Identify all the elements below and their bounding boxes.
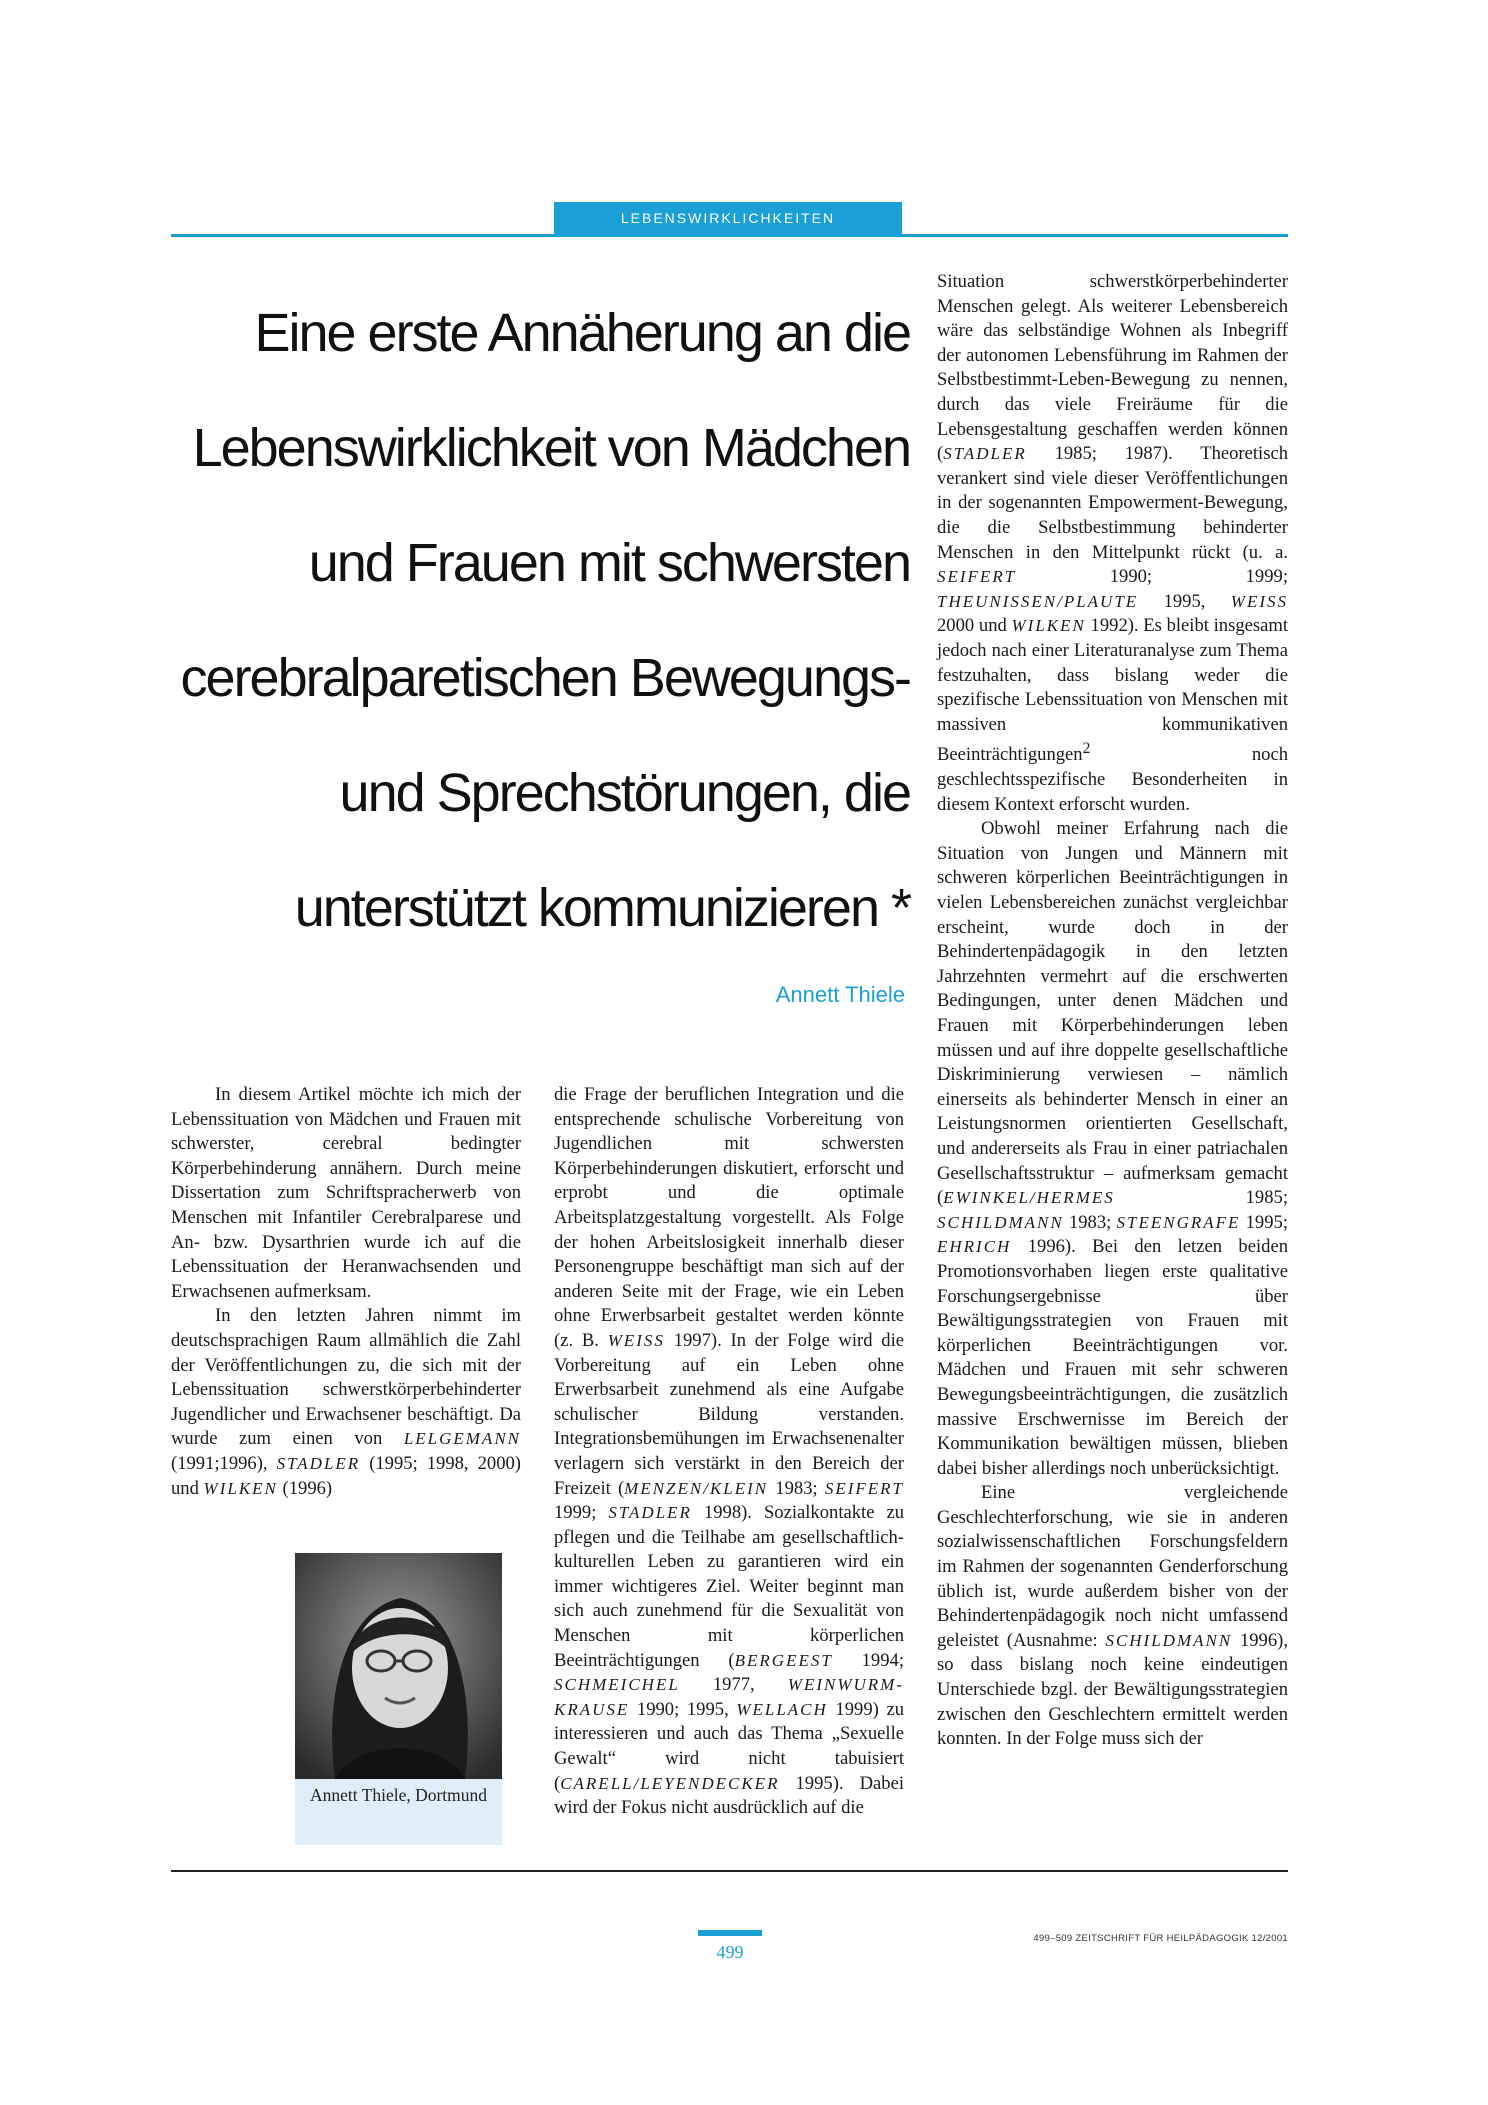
paragraph: Situation schwerstkörperbehinderter Menschen gelegt. Als weiterer Lebensbereich wäre das selbständige Wohnen als Inbegriff der autonomen Lebensführung im Rahmen der Selbstbestimmt-Leben-Bewegung zu nennen, durch das viele Freiräume für die Lebensgestaltung geschaffen werden können (STADLER 1985; 1987). Theoretisch verankert sind viele dieser Veröffentlichungen in der sogenannten Empowerment-Bewegung, die die Selbstbestimmung behinderter Menschen in den Mittelpunkt rückt (u. a. SEIFERT 1990; 1999; THEUNISSEN/PLAUTE 1995, WEISS 2000 und WILKEN 1992). Es bleibt insgesamt jedoch nach einer Literaturanalyse zum Thema festzuhalten, dass bislang weder die spezifische Lebenssituation von Menschen mit massiven kommunikativen Beeinträchtigungen$^2$ noch geschlechtsspezifische Besonderheiten in diesem Kontext erforscht wurden. bbox=[937, 271, 1288, 815]
paragraph: In den letzten Jahren nimmt im deutschsprachigen Raum allmählich die Zahl der Veröffentlichungen zu, die sich mit der Lebenssituation schwerstkörperbehinderter Jugendlicher und Erwachsener beschäftigt. Da wurde zum einen von LELGEMANN (1991;1996), STADLER (1995; 1998, 2000) und WILKEN (1996) bbox=[171, 1305, 521, 1499]
citation: THEUNISSEN/PLAUTE bbox=[937, 591, 1139, 611]
text-column-2 bbox=[554, 1083, 904, 1821]
journal-reference: 499–509 ZEITSCHRIFT FÜR HEILPÄDAGOGIK 12/2001 bbox=[1033, 1933, 1288, 1944]
citation: SEIFERT bbox=[937, 567, 1017, 587]
citation: WEINWURM-KRAUSE bbox=[554, 1675, 904, 1719]
paragraph: In diesem Artikel möchte ich mich der Lebenssituation von Mädchen und Frauen mit schwerster, cerebral bedingter Körperbehinderung annähern. Durch meine Dissertation zum Schriftspracherwerb von Menschen mit Infantiler Cerebralparese und An- bzw. Dysarthrien wurde ich auf die Lebenssituation der Heranwachsenden und Erwachsenen aufmerksam. bbox=[171, 1084, 521, 1302]
citation: WEISS bbox=[607, 1330, 665, 1350]
page-number-tab bbox=[698, 1930, 762, 1936]
citation: CARELL/LEYENDECKER bbox=[560, 1773, 780, 1793]
citation: STADLER bbox=[276, 1453, 361, 1473]
citation: WILKEN bbox=[203, 1478, 278, 1498]
title-line: und Frauen mit schwersten bbox=[308, 533, 910, 593]
section-label: LEBENSWIRKLICHKEITEN bbox=[554, 202, 902, 234]
photo-caption: Annett Thiele, Dortmund bbox=[309, 1785, 488, 1805]
author-photo bbox=[295, 1553, 502, 1779]
text-column-3 bbox=[937, 270, 1288, 1752]
citation: SEIFERT bbox=[824, 1478, 904, 1498]
title-line: Lebenswirklichkeit von Mädchen bbox=[192, 418, 910, 478]
citation: SCHMEICHEL bbox=[554, 1675, 680, 1695]
citation: WILKEN bbox=[1011, 616, 1086, 636]
paragraph: Obwohl meiner Erfahrung nach die Situation von Jungen und Männern mit schweren körperlichen Beeinträchtigungen in vielen Lebensbereichen zunächst vergleichbar erscheint, wurde doch in der Behindertenpädagogik in den letzten Jahrzehnten vermehrt auf die erschwerten Bedingungen, unter denen Mädchen und Frauen mit Körperbehinderungen leben müssen und auf ihre doppelte gesellschaftliche Diskriminierung verwiesen – nämlich einerseits als behinderter Mensch in einer an Leistungsnormen orientierten Gesellschaft, und andererseits als Frau in einer patriachalen Gesellschaftsstruktur – aufmerksam gemacht (EWINKEL/HERMES 1985; SCHILDMANN 1983; STEENGRAFE 1995; EHRICH 1996). Bei den letzen beiden Promotionsvorhaben liegen erste qualitative Forschungsergebnisse über Bewältigungsstrategien von Frauen mit körperlichen Beeinträchtigungen vor. Mädchen und Frauen mit sehr schweren Bewegungsbeeinträchtigungen, die zusätzlich massive Erschwernisse im Bereich der Kommunikation bewältigen müssen, blieben dabei bisher allerdings noch unberücksichtigt. bbox=[937, 818, 1288, 1479]
citation: LELGEMANN bbox=[403, 1429, 521, 1449]
citation: EWINKEL/HERMES bbox=[943, 1188, 1115, 1208]
paragraph: die Frage der beruflichen Integration und die entsprechende schulische Vorbereitung von Jugendlichen mit schwersten Körperbehinderungen diskutiert, erforscht und erprobt und die optimale Arbeitsplatzgestaltung vorgestellt. Als Folge der hohen Arbeitslosigkeit innerhalb dieser Personengruppe beschäftigt man sich auf der anderen Seite mit der Frage, wie ein Leben ohne Erwerbsarbeit gestaltet werden könnte (z. B. WEISS 1997). In der Folge wird die Vorbereitung auf ein Leben ohne Erwerbsarbeit zunehmend als eine Aufgabe schulischer Bildung verstanden. Integrationsbemühungen im Erwachsenenalter verlagern sich verstärkt in den Bereich der Freizeit (MENZEN/KLEIN 1983; SEIFERT 1999; STADLER 1998). Sozialkontakte zu pflegen und die Teilhabe am gesellschaftlich-kulturellen Leben zu garantieren wird ein immer wichtigeres Ziel. Weiter beginnt man sich auch zunehmend für die Sexualität von Menschen mit körperlichen Beeinträchtigungen (BERGEEST 1994; SCHMEICHEL 1977, WEINWURM-KRAUSE 1990; 1995, WELLACH 1999) zu interessieren und auch das Thema „Sexuelle Gewalt“ wird nicht tabuisiert (CARELL/LEYENDECKER 1995). Dabei wird der Fokus nicht ausdrücklich auf die bbox=[554, 1084, 904, 1819]
citation: SCHILDMANN bbox=[1105, 1630, 1233, 1650]
title-line: und Sprechstörungen, die bbox=[339, 763, 910, 823]
citation: EHRICH bbox=[937, 1237, 1012, 1257]
bottom-rule bbox=[171, 1870, 1288, 1872]
citation: STADLER bbox=[943, 444, 1027, 464]
title-line: Eine erste Annäherung an die bbox=[254, 303, 910, 363]
citation: STEENGRAFE bbox=[1116, 1212, 1241, 1232]
top-rule bbox=[171, 234, 1288, 237]
text-column-1 bbox=[171, 1083, 521, 1501]
paragraph: Eine vergleichende Geschlechterforschung, wie sie in anderen sozialwissenschaftlichen Forschungsfeldern im Rahmen der sogenannten Genderforschung üblich ist, wurde außerdem bisher von der Behindertenpädagogik noch nicht umfassend geleistet (Ausnahme: SCHILDMANN 1996), so dass bislang noch keine eindeutigen Unterschiede bzgl. der Bewältigungsstrategien zwischen den Geschlechtern ermittelt werden konnten. In der Folge muss sich der bbox=[937, 1482, 1288, 1750]
title-line: unterstützt kommunizieren * bbox=[294, 878, 910, 938]
citation: STADLER bbox=[608, 1503, 692, 1523]
author-photo-box bbox=[295, 1553, 502, 1845]
article-title bbox=[150, 276, 910, 966]
page-number: 499 bbox=[716, 1942, 744, 1962]
citation: MENZEN/KLEIN bbox=[624, 1478, 769, 1498]
title-line: cerebralparetischen Bewegungs- bbox=[180, 648, 910, 708]
citation: SCHILDMANN bbox=[937, 1212, 1064, 1232]
author-name: Annett Thiele bbox=[775, 982, 905, 1007]
citation: BERGEEST bbox=[734, 1650, 833, 1670]
citation: WELLACH bbox=[736, 1699, 828, 1719]
footnote-marker: 2 bbox=[1082, 740, 1091, 758]
citation: WEISS bbox=[1230, 591, 1288, 611]
